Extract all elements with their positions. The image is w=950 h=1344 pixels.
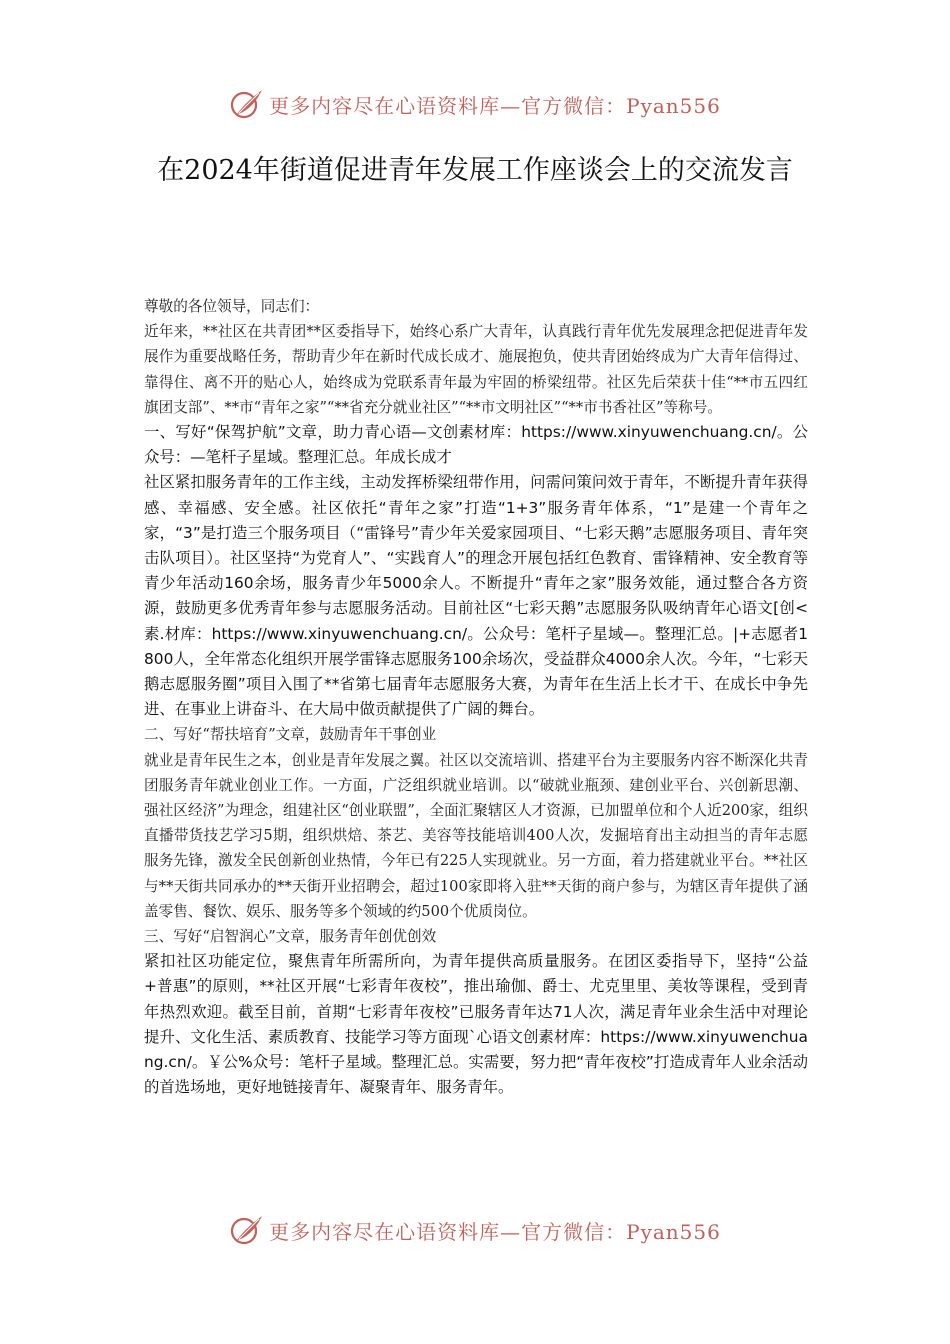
document-body [144, 294, 808, 1101]
quill-leaf-logo-icon [229, 86, 265, 122]
section-2-body: 就业是青年民生之本，创业是青年发展之翼。社区以交流培训、搭建平台为主要服务内容不断深化共青团服务青年就业创业工作。一方面，广泛组织就业培训。以“破就业瓶颈、建创业平台、兴创新思潮、强社区经济”为理念，组建社区“创业联盟”，全面汇聚辖区人才资源，已加盟单位和个人近200家，组织直播带货技艺学习5期，组织烘焙、茶艺、美容等技能培训400人次，发掘培育出主动担当的青年志愿服务先锋，激发全民创新创业热情，今年已有225人实现就业。另一方面，着力搭建就业平台。**社区与**天街共同承办的**天街开业招聘会，超过100家即将入驻**天街的商户参与，为辖区青年提供了涵盖零售、餐饮、娱乐、服务等多个领域的约500个优质岗位。 [144, 751, 808, 920]
section-3-heading: 三、写好“启智润心”文章，服务青年创优创效 [144, 928, 437, 946]
section-3-body: 紧扣社区功能定位，聚焦青年所需所向，为青年提供高质量服务。在团区委指导下，坚持“公益+普惠”的原则，**社区开展“七彩青年夜校”，推出瑜伽、爵士、尤克里里、美妆等课程，受到青年热烈欢迎。截至目前，首期“七彩青年夜校”已服务青年达71人次，满足青年业余生活中对理论提升、文化生活、素质教育、技能学习等方面现`心语文创素材库：https://www.xinyuwenchuang.cn/。￥公%众号：笔杆子星域。整理汇总。实需要，努力把“青年夜校”打造成青年人业余活动的首选场地，更好地链接青年、凝聚青年、服务青年。 [144, 952, 808, 1097]
bottom-watermark-banner [0, 1210, 950, 1250]
section-1-heading: 一、写好“保驾护航”文章，助力青心语—文创素材库：https://www.xinyuwenchuang.cn/。公众号：—笔杆子星域。整理汇总。年成长成才 [144, 423, 808, 467]
quill-leaf-logo-icon [229, 1212, 265, 1248]
banner-text: 更多内容尽在心语资料库—官方微信：Pyan556 [269, 93, 721, 118]
document-title: 在2024年街道促进青年发展工作座谈会上的交流发言 [157, 155, 793, 186]
intro-paragraph: 近年来，**社区在共青团**区委指导下，始终心系广大青年，认真践行青年优先发展理念把促进青年发展作为重要战略任务，帮助青少年在新时代成长成才、施展抱负，使共青团始终成为广大青年信得过、靠得住、离不开的贴心人，始终成为党联系青年最为牢固的桥梁纽带。社区先后荣获十佳“**市五四红旗团支部”、**市“青年之家”“**省充分就业社区”“**市文明社区”“**市书香社区”等称号。 [144, 323, 808, 416]
top-watermark-banner [0, 84, 950, 124]
section-2-heading: 二、写好“帮扶培育”文章，鼓励青年干事创业 [144, 726, 437, 744]
salutation: 尊敬的各位领导，同志们： [144, 298, 320, 315]
banner-text: 更多内容尽在心语资料库—官方微信：Pyan556 [269, 1219, 721, 1244]
section-1-body: 社区紧扣服务青年的工作主线，主动发挥桥梁纽带作用，问需问策问效于青年，不断提升青年获得感、幸福感、安全感。社区依托“青年之家”打造“1+3”服务青年体系，“1”是建一个青年之家，“3”是打造三个服务项目（“雷锋号”青少年关爱家园项目、“七彩天鹅”志愿服务项目、青年突击队项目）。社区坚持“为党育人”、“实践育人”的理念开展包括红色教育、雷锋精神、安全教育等青少年活动160余场，服务青少年5000余人。不断提升“青年之家”服务效能，通过整合各方资源，鼓励更多优秀青年参与志愿服务活动。目前社区“七彩天鹅”志愿服务队吸纳青年心语文[创<素.材库：https://www.xinyuwenchuang.cn/。公众号：笔杆子星域—。整理汇总。|+志愿者1800人，全年常态化组织开展学雷锋志愿服务100余场次，受益群众4000余人次。今年，“七彩天鹅志愿服务圈”项目入围了**省第七届青年志愿服务大赛，为青年在生活上长才干、在成长中争先进、在事业上讲奋斗、在大局中做贡献提供了广阔的舞台。 [144, 473, 808, 719]
